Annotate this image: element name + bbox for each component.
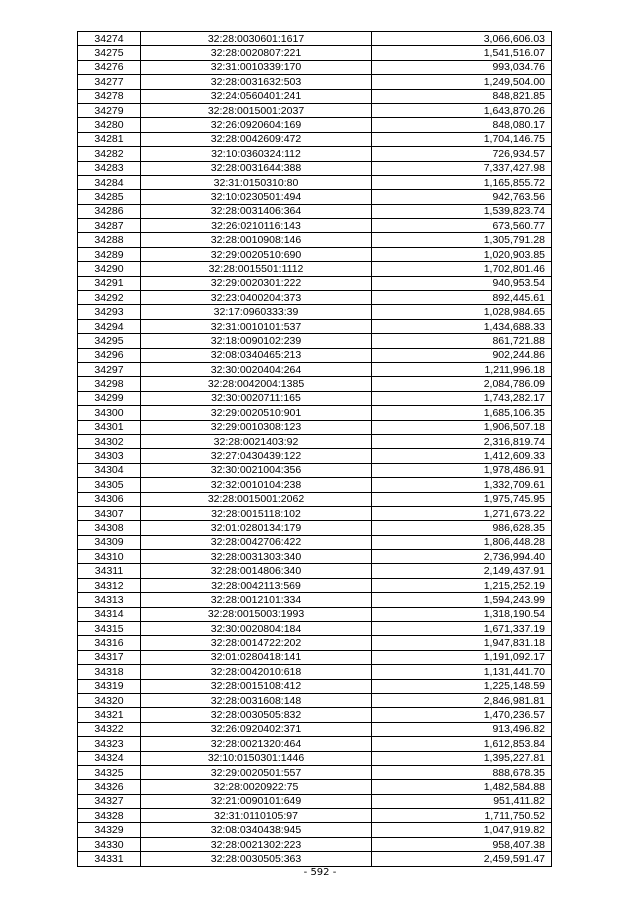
value-cell: 1,806,448.28 — [372, 535, 552, 549]
table-row — [78, 564, 552, 578]
cadastral-number-cell: 32:28:0031608:148 — [141, 693, 372, 707]
row-number-cell: 34281 — [78, 132, 141, 146]
cadastral-number-cell: 32:26:0210116:143 — [141, 219, 372, 233]
row-number-cell: 34296 — [78, 348, 141, 362]
table-row — [78, 478, 552, 492]
value-cell: 1,332,709.61 — [372, 478, 552, 492]
table-row — [78, 535, 552, 549]
row-number-cell: 34301 — [78, 420, 141, 434]
value-cell: 1,434,688.33 — [372, 319, 552, 333]
table-row — [78, 823, 552, 837]
value-cell: 1,594,243.99 — [372, 593, 552, 607]
row-number-cell: 34305 — [78, 478, 141, 492]
row-number-cell: 34291 — [78, 276, 141, 290]
table-row — [78, 276, 552, 290]
cadastral-number-cell: 32:28:0012101:334 — [141, 593, 372, 607]
table-row — [78, 607, 552, 621]
value-cell: 2,459,591.47 — [372, 852, 552, 866]
row-number-cell: 34276 — [78, 60, 141, 74]
value-cell: 1,271,673.22 — [372, 506, 552, 520]
cadastral-number-cell: 32:28:0042004:1385 — [141, 377, 372, 391]
cadastral-number-cell: 32:31:0010101:537 — [141, 319, 372, 333]
value-cell: 1,395,227.81 — [372, 751, 552, 765]
cadastral-number-cell: 32:10:0230501:494 — [141, 190, 372, 204]
value-cell: 1,047,919.82 — [372, 823, 552, 837]
table-row — [78, 334, 552, 348]
row-number-cell: 34331 — [78, 852, 141, 866]
value-cell: 1,978,486.91 — [372, 463, 552, 477]
row-number-cell: 34316 — [78, 636, 141, 650]
value-cell: 861,721.88 — [372, 334, 552, 348]
row-number-cell: 34274 — [78, 32, 141, 46]
cadastral-number-cell: 32:28:0042113:569 — [141, 578, 372, 592]
table-row — [78, 665, 552, 679]
value-cell: 1,020,903.85 — [372, 247, 552, 261]
cadastral-number-cell: 32:28:0015118:102 — [141, 506, 372, 520]
table-row — [78, 305, 552, 319]
value-cell: 1,711,750.52 — [372, 809, 552, 823]
value-cell: 848,821.85 — [372, 89, 552, 103]
cadastral-number-cell: 32:26:0920402:371 — [141, 722, 372, 736]
cadastral-number-cell: 32:28:0015003:1993 — [141, 607, 372, 621]
page-number: - 592 - — [303, 867, 337, 878]
cadastral-number-cell: 32:28:0010908:146 — [141, 233, 372, 247]
value-cell: 1,743,282.17 — [372, 391, 552, 405]
table-row — [78, 190, 552, 204]
cadastral-number-cell: 32:28:0031644:388 — [141, 161, 372, 175]
row-number-cell: 34298 — [78, 377, 141, 391]
table-row — [78, 449, 552, 463]
value-cell: 2,316,819.74 — [372, 434, 552, 448]
cadastral-number-cell: 32:26:0920604:169 — [141, 118, 372, 132]
value-cell: 942,763.56 — [372, 190, 552, 204]
row-number-cell: 34307 — [78, 506, 141, 520]
row-number-cell: 34294 — [78, 319, 141, 333]
value-cell: 1,165,855.72 — [372, 175, 552, 189]
table-row — [78, 492, 552, 506]
value-cell: 940,953.54 — [372, 276, 552, 290]
cadastral-number-cell: 32:29:0020510:690 — [141, 247, 372, 261]
value-cell: 951,411.82 — [372, 794, 552, 808]
cadastral-number-cell: 32:08:0340438:945 — [141, 823, 372, 837]
value-cell: 986,628.35 — [372, 521, 552, 535]
table-row — [78, 89, 552, 103]
cadastral-number-cell: 32:01:0280134:179 — [141, 521, 372, 535]
row-number-cell: 34289 — [78, 247, 141, 261]
value-cell: 1,671,337.19 — [372, 622, 552, 636]
cadastral-number-cell: 32:28:0030505:832 — [141, 708, 372, 722]
row-number-cell: 34313 — [78, 593, 141, 607]
data-table — [77, 31, 552, 867]
cadastral-number-cell: 32:32:0010104:238 — [141, 478, 372, 492]
value-cell: 7,337,427.98 — [372, 161, 552, 175]
table-row — [78, 434, 552, 448]
cadastral-number-cell: 32:28:0031632:503 — [141, 75, 372, 89]
table-row — [78, 60, 552, 74]
cadastral-number-cell: 32:28:0015001:2037 — [141, 103, 372, 117]
cadastral-number-cell: 32:29:0020301:222 — [141, 276, 372, 290]
cadastral-number-cell: 32:28:0031406:364 — [141, 204, 372, 218]
table-row — [78, 506, 552, 520]
table-row — [78, 204, 552, 218]
row-number-cell: 34322 — [78, 722, 141, 736]
table-row — [78, 521, 552, 535]
table-row — [78, 593, 552, 607]
table-row — [78, 103, 552, 117]
value-cell: 1,191,092.17 — [372, 650, 552, 664]
cadastral-number-cell: 32:28:0021403:92 — [141, 434, 372, 448]
cadastral-number-cell: 32:28:0020807:221 — [141, 46, 372, 60]
table-body — [78, 32, 552, 867]
row-number-cell: 34277 — [78, 75, 141, 89]
value-cell: 892,445.61 — [372, 291, 552, 305]
row-number-cell: 34328 — [78, 809, 141, 823]
row-number-cell: 34299 — [78, 391, 141, 405]
table-row — [78, 420, 552, 434]
value-cell: 673,560.77 — [372, 219, 552, 233]
cadastral-number-cell: 32:08:0340465:213 — [141, 348, 372, 362]
value-cell: 958,407.38 — [372, 837, 552, 851]
value-cell: 1,702,801.46 — [372, 262, 552, 276]
row-number-cell: 34306 — [78, 492, 141, 506]
value-cell: 1,225,148.59 — [372, 679, 552, 693]
table-row — [78, 75, 552, 89]
table-row — [78, 780, 552, 794]
cadastral-number-cell: 32:28:0021302:223 — [141, 837, 372, 851]
cadastral-number-cell: 32:30:0021004:356 — [141, 463, 372, 477]
row-number-cell: 34293 — [78, 305, 141, 319]
row-number-cell: 34312 — [78, 578, 141, 592]
row-number-cell: 34324 — [78, 751, 141, 765]
row-number-cell: 34280 — [78, 118, 141, 132]
value-cell: 726,934.57 — [372, 147, 552, 161]
value-cell: 1,470,236.57 — [372, 708, 552, 722]
row-number-cell: 34288 — [78, 233, 141, 247]
table-row — [78, 406, 552, 420]
cadastral-number-cell: 32:28:0021320:464 — [141, 737, 372, 751]
value-cell: 1,412,609.33 — [372, 449, 552, 463]
value-cell: 1,541,516.07 — [372, 46, 552, 60]
cadastral-number-cell: 32:30:0020711:165 — [141, 391, 372, 405]
value-cell: 848,080.17 — [372, 118, 552, 132]
table-row — [78, 550, 552, 564]
value-cell: 1,482,584.88 — [372, 780, 552, 794]
table-row — [78, 362, 552, 376]
row-number-cell: 34329 — [78, 823, 141, 837]
value-cell: 1,249,504.00 — [372, 75, 552, 89]
table-row — [78, 132, 552, 146]
table-row — [78, 722, 552, 736]
row-number-cell: 34286 — [78, 204, 141, 218]
table-row — [78, 650, 552, 664]
cadastral-number-cell: 32:28:0042010:618 — [141, 665, 372, 679]
table-row — [78, 175, 552, 189]
cadastral-number-cell: 32:28:0030601:1617 — [141, 32, 372, 46]
value-cell: 993,034.76 — [372, 60, 552, 74]
table-row — [78, 852, 552, 866]
row-number-cell: 34285 — [78, 190, 141, 204]
table-row — [78, 737, 552, 751]
value-cell: 1,685,106.35 — [372, 406, 552, 420]
row-number-cell: 34304 — [78, 463, 141, 477]
table-row — [78, 693, 552, 707]
value-cell: 1,947,831.18 — [372, 636, 552, 650]
cadastral-number-cell: 32:30:0020404:264 — [141, 362, 372, 376]
row-number-cell: 34317 — [78, 650, 141, 664]
value-cell: 1,906,507.18 — [372, 420, 552, 434]
table-row — [78, 622, 552, 636]
row-number-cell: 34287 — [78, 219, 141, 233]
row-number-cell: 34321 — [78, 708, 141, 722]
cadastral-number-cell: 32:10:0360324:112 — [141, 147, 372, 161]
row-number-cell: 34308 — [78, 521, 141, 535]
value-cell: 1,539,823.74 — [372, 204, 552, 218]
row-number-cell: 34283 — [78, 161, 141, 175]
table-row — [78, 377, 552, 391]
cadastral-number-cell: 32:31:0150310:80 — [141, 175, 372, 189]
row-number-cell: 34310 — [78, 550, 141, 564]
cadastral-number-cell: 32:28:0042609:472 — [141, 132, 372, 146]
cadastral-number-cell: 32:29:0020501:557 — [141, 765, 372, 779]
cadastral-number-cell: 32:01:0280418:141 — [141, 650, 372, 664]
row-number-cell: 34282 — [78, 147, 141, 161]
value-cell: 2,736,994.40 — [372, 550, 552, 564]
row-number-cell: 34295 — [78, 334, 141, 348]
cadastral-number-cell: 32:31:0110105:97 — [141, 809, 372, 823]
table-row — [78, 233, 552, 247]
table-row — [78, 837, 552, 851]
cadastral-number-cell: 32:18:0090102:239 — [141, 334, 372, 348]
table-row — [78, 751, 552, 765]
table-row — [78, 708, 552, 722]
value-cell: 2,846,981.81 — [372, 693, 552, 707]
row-number-cell: 34300 — [78, 406, 141, 420]
value-cell: 1,612,853.84 — [372, 737, 552, 751]
cadastral-number-cell: 32:28:0030505:363 — [141, 852, 372, 866]
row-number-cell: 34311 — [78, 564, 141, 578]
cadastral-number-cell: 32:28:0014806:340 — [141, 564, 372, 578]
cadastral-number-cell: 32:30:0020804:184 — [141, 622, 372, 636]
cadastral-number-cell: 32:31:0010339:170 — [141, 60, 372, 74]
row-number-cell: 34284 — [78, 175, 141, 189]
cadastral-number-cell: 32:27:0430439:122 — [141, 449, 372, 463]
cadastral-number-cell: 32:28:0020922:75 — [141, 780, 372, 794]
value-cell: 1,318,190.54 — [372, 607, 552, 621]
table-row — [78, 32, 552, 46]
value-cell: 2,149,437.91 — [372, 564, 552, 578]
row-number-cell: 34318 — [78, 665, 141, 679]
value-cell: 1,975,745.95 — [372, 492, 552, 506]
value-cell: 1,643,870.26 — [372, 103, 552, 117]
cadastral-number-cell: 32:28:0015001:2062 — [141, 492, 372, 506]
cadastral-number-cell: 32:29:0020510:901 — [141, 406, 372, 420]
table-row — [78, 319, 552, 333]
value-cell: 2,084,786.09 — [372, 377, 552, 391]
cadastral-number-cell: 32:28:0014722:202 — [141, 636, 372, 650]
cadastral-number-cell: 32:28:0015501:1112 — [141, 262, 372, 276]
table-row — [78, 578, 552, 592]
cadastral-number-cell: 32:24:0560401:241 — [141, 89, 372, 103]
value-cell: 902,244.86 — [372, 348, 552, 362]
row-number-cell: 34278 — [78, 89, 141, 103]
table-row — [78, 636, 552, 650]
value-cell: 888,678.35 — [372, 765, 552, 779]
value-cell: 1,704,146.75 — [372, 132, 552, 146]
cadastral-number-cell: 32:17:0960333:39 — [141, 305, 372, 319]
row-number-cell: 34325 — [78, 765, 141, 779]
cadastral-number-cell: 32:29:0010308:123 — [141, 420, 372, 434]
value-cell: 1,131,441.70 — [372, 665, 552, 679]
table-row — [78, 463, 552, 477]
table-row — [78, 46, 552, 60]
cadastral-number-cell: 32:28:0015108:412 — [141, 679, 372, 693]
table-row — [78, 161, 552, 175]
table-row — [78, 765, 552, 779]
row-number-cell: 34303 — [78, 449, 141, 463]
row-number-cell: 34330 — [78, 837, 141, 851]
row-number-cell: 34292 — [78, 291, 141, 305]
value-cell: 1,028,984.65 — [372, 305, 552, 319]
row-number-cell: 34315 — [78, 622, 141, 636]
row-number-cell: 34290 — [78, 262, 141, 276]
value-cell: 1,305,791.28 — [372, 233, 552, 247]
cadastral-number-cell: 32:10:0150301:1446 — [141, 751, 372, 765]
table-row — [78, 809, 552, 823]
cadastral-number-cell: 32:21:0090101:649 — [141, 794, 372, 808]
table-row — [78, 348, 552, 362]
row-number-cell: 34309 — [78, 535, 141, 549]
table-row — [78, 391, 552, 405]
row-number-cell: 34326 — [78, 780, 141, 794]
table-row — [78, 291, 552, 305]
row-number-cell: 34297 — [78, 362, 141, 376]
value-cell: 1,215,252.19 — [372, 578, 552, 592]
row-number-cell: 34319 — [78, 679, 141, 693]
value-cell: 1,211,996.18 — [372, 362, 552, 376]
row-number-cell: 34279 — [78, 103, 141, 117]
row-number-cell: 34320 — [78, 693, 141, 707]
table-row — [78, 794, 552, 808]
value-cell: 913,496.82 — [372, 722, 552, 736]
table-row — [78, 118, 552, 132]
table-row — [78, 262, 552, 276]
table-row — [78, 147, 552, 161]
cadastral-number-cell: 32:28:0031303:340 — [141, 550, 372, 564]
cadastral-number-cell: 32:23:0400204:373 — [141, 291, 372, 305]
row-number-cell: 34323 — [78, 737, 141, 751]
row-number-cell: 34275 — [78, 46, 141, 60]
cadastral-number-cell: 32:28:0042706:422 — [141, 535, 372, 549]
row-number-cell: 34314 — [78, 607, 141, 621]
table-row — [78, 679, 552, 693]
row-number-cell: 34302 — [78, 434, 141, 448]
table-row — [78, 219, 552, 233]
table-row — [78, 247, 552, 261]
value-cell: 3,066,606.03 — [372, 32, 552, 46]
row-number-cell: 34327 — [78, 794, 141, 808]
